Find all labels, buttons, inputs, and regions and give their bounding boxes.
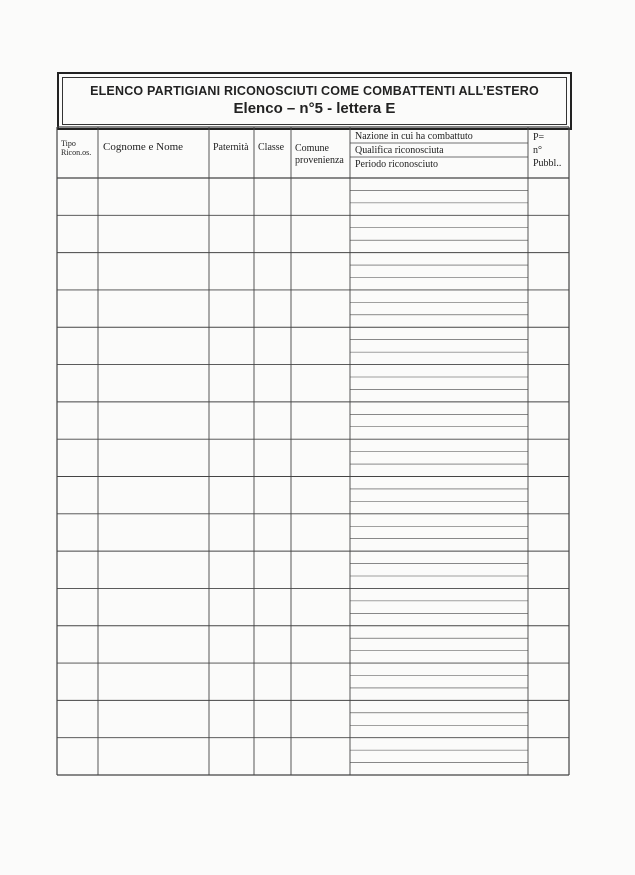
header-periodo: Periodo riconosciuto	[355, 159, 439, 170]
header-pubbl-line3: Pubbl..	[533, 158, 562, 169]
header-comune: Comune provenienza	[295, 143, 344, 166]
header-tipo: Tipo Ricon.os.	[61, 139, 92, 157]
header-pubbl-line1: P=	[533, 132, 545, 143]
header-nazione: Nazione in cui ha combattuto	[355, 131, 473, 142]
header-pubbl-line2: n°	[533, 145, 542, 156]
header-qualifica: Qualifica riconosciuta	[355, 145, 444, 156]
table-grid-lines	[57, 127, 569, 775]
header-paternita: Paternità	[213, 142, 249, 153]
header-cognome: Cognome e Nome	[103, 141, 184, 153]
document-title: ELENCO PARTIGIANI RICONOSCIUTI COME COMBATTENTI ALL’ESTERO	[90, 84, 539, 98]
document-subtitle: Elenco – n°5 - lettera E	[233, 100, 396, 117]
header-classe: Classe	[258, 142, 285, 153]
